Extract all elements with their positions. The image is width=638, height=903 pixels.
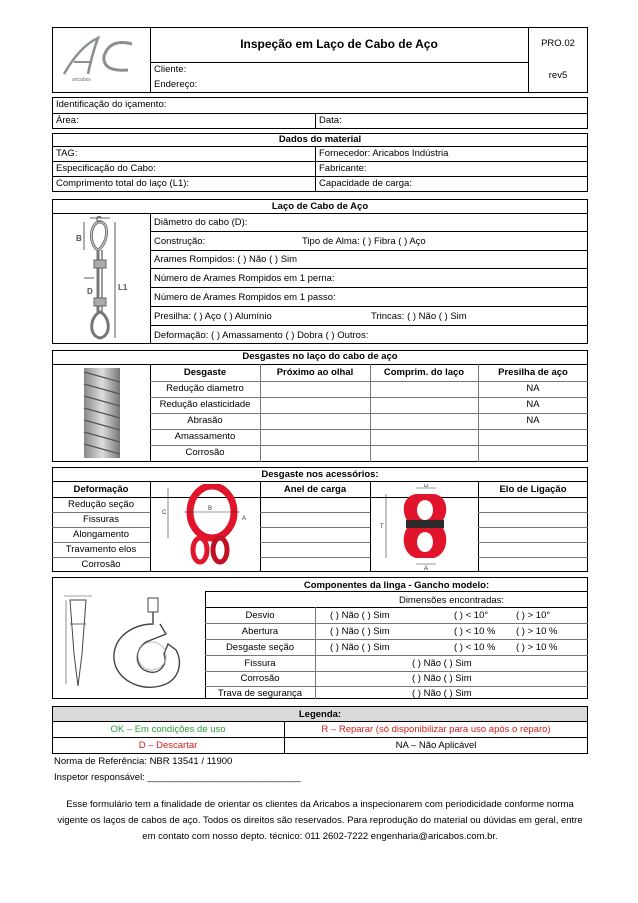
wear-row-name: Abrasão bbox=[187, 415, 223, 426]
acc-col-link: Elo de Ligação bbox=[499, 484, 567, 495]
wear-row-clamp: NA bbox=[526, 383, 540, 394]
inspector-field[interactable]: Inspetor responsável: _____________________________ bbox=[54, 772, 301, 783]
reference-norm: Norma de Referência: NBR 13541 / 11900 bbox=[54, 756, 233, 767]
list-item: Corrosão bbox=[81, 559, 121, 570]
list-item: Redução seção bbox=[67, 499, 135, 510]
svg-text:aricabos: aricabos bbox=[72, 77, 91, 83]
diagram-label-l1: L1 bbox=[118, 283, 128, 292]
sling-row-label: Abertura bbox=[241, 626, 279, 637]
list-item: Travamento elos bbox=[65, 544, 137, 555]
sling-row-gt[interactable]: ( ) > 10° bbox=[516, 610, 551, 621]
cable-strands-image bbox=[80, 368, 124, 458]
svg-text:B: B bbox=[208, 506, 213, 512]
sling-row-lt[interactable]: ( ) < 10 % bbox=[454, 642, 496, 653]
sling-row-option[interactable]: ( ) Não ( ) Sim bbox=[412, 673, 472, 684]
company-logo bbox=[58, 32, 146, 84]
loop-row-cracks[interactable]: Trincas: ( ) Não ( ) Sim bbox=[371, 311, 467, 322]
hook-diagram bbox=[56, 594, 202, 696]
list-item: Fissuras bbox=[83, 514, 119, 525]
loop-row-broken-lay[interactable]: Número de Arames Rompidos em 1 passo: bbox=[154, 292, 336, 303]
diagram-label-d: D bbox=[87, 287, 93, 296]
area-field[interactable]: Área: bbox=[56, 115, 79, 126]
accessories-title: Desgaste nos acessórios: bbox=[261, 469, 379, 480]
footer-line-1: Esse formulário tem a finalidade de orientar os clientes da Aricabos a inspecionarem com periodicidade conforme norma bbox=[66, 799, 574, 810]
sling-row-lt[interactable]: ( ) < 10 % bbox=[454, 626, 496, 637]
sling-row-option[interactable]: ( ) Não ( ) Sim bbox=[330, 610, 390, 621]
wear-col-wear: Desgaste bbox=[183, 367, 227, 378]
svg-text:D: D bbox=[424, 484, 429, 489]
loop-row-broken-strand[interactable]: Número de Arames Rompidos em 1 perna: bbox=[154, 273, 335, 284]
sling-row-option[interactable]: ( ) Não ( ) Sim bbox=[412, 688, 472, 699]
sling-row-label: Desgaste seção bbox=[225, 642, 295, 653]
sling-row-label: Fissura bbox=[244, 658, 276, 669]
acc-col-ring: Anel de carga bbox=[283, 484, 347, 495]
svg-text:T: T bbox=[380, 524, 384, 530]
sling-row-gt[interactable]: ( ) > 10 % bbox=[516, 626, 558, 637]
loop-row-diameter[interactable]: Diâmetro do cabo (D): bbox=[154, 217, 248, 228]
connecting-link-image bbox=[376, 484, 474, 570]
footer-line-3: em contato com nosso depto. técnico: 011 2602-7222 engenharia@aricabos.com.br. bbox=[142, 831, 498, 842]
address-label: Endereço: bbox=[154, 79, 198, 90]
sling-row-lt[interactable]: ( ) < 10° bbox=[454, 610, 489, 621]
loop-row-deformation[interactable]: Deformação: ( ) Amassamento ( ) Dobra ( ) Outros: bbox=[154, 330, 369, 341]
wear-col-length: Comprim. do laço bbox=[383, 367, 465, 378]
loop-row-construction[interactable]: Construção: bbox=[154, 236, 206, 247]
sling-row-gt[interactable]: ( ) > 10 % bbox=[516, 642, 558, 653]
legend-repair: R – Reparar (só disponibilizar para uso após o reparo) bbox=[321, 724, 551, 735]
list-item: Alongamento bbox=[73, 529, 129, 540]
sling-row-option[interactable]: ( ) Não ( ) Sim bbox=[330, 626, 390, 637]
wear-row-clamp: NA bbox=[526, 415, 540, 426]
cable-loop-diagram bbox=[60, 216, 146, 342]
manufacturer-field[interactable]: Fabricante: bbox=[319, 163, 367, 174]
sling-row-option[interactable]: ( ) Não ( ) Sim bbox=[330, 642, 390, 653]
wear-col-clamp: Presilha de aço bbox=[498, 367, 568, 378]
loop-row-broken-wires[interactable]: Arames Rompidos: ( ) Não ( ) Sim bbox=[154, 254, 298, 265]
wear-row-name: Corrosão bbox=[185, 447, 225, 458]
loop-row-clamp[interactable]: Presilha: ( ) Aço ( ) Alumínio bbox=[154, 311, 272, 322]
legend-ok: OK – Em condições de uso bbox=[110, 724, 226, 735]
wear-row-name: Redução diametro bbox=[166, 383, 244, 394]
lifting-id-field[interactable]: Identificação do içamento: bbox=[56, 99, 167, 110]
revision: rev5 bbox=[548, 70, 568, 81]
sling-row-label: Corrosão bbox=[240, 673, 280, 684]
sling-title: Componentes da linga - Gancho modelo: bbox=[303, 580, 490, 591]
svg-text:A: A bbox=[424, 566, 429, 570]
client-label: Cliente: bbox=[154, 64, 187, 75]
wear-row-name: Amassamento bbox=[174, 431, 236, 442]
wear-row-clamp: NA bbox=[526, 399, 540, 410]
svg-text:C: C bbox=[162, 510, 167, 516]
svg-text:A: A bbox=[242, 516, 247, 522]
cable-spec-field[interactable]: Especificação do Cabo: bbox=[56, 163, 156, 174]
material-title: Dados do material bbox=[278, 134, 362, 145]
sling-row-label: Trava de segurança bbox=[217, 688, 303, 699]
loop-title: Laço de Cabo de Aço bbox=[271, 201, 369, 212]
acc-col-deformation: Deformação bbox=[73, 484, 129, 495]
page-title: Inspeção em Laço de Cabo de Aço bbox=[240, 37, 438, 51]
legend-title: Legenda: bbox=[298, 709, 342, 720]
sling-row-label: Desvio bbox=[245, 610, 275, 621]
total-length-field[interactable]: Comprimento total do laço (L1): bbox=[56, 178, 190, 189]
master-link-image bbox=[158, 484, 254, 570]
sling-dims-label: Dimensões encontradas: bbox=[398, 595, 505, 606]
legend-discard: D – Descartar bbox=[138, 740, 198, 751]
supplier-field: Fornecedor: Aricabos Indústria bbox=[319, 148, 449, 159]
date-field[interactable]: Data: bbox=[319, 115, 342, 126]
load-capacity-field[interactable]: Capacidade de carga: bbox=[319, 178, 412, 189]
sling-row-option[interactable]: ( ) Não ( ) Sim bbox=[412, 658, 472, 669]
loop-row-core-type[interactable]: Tipo de Alma: ( ) Fibra ( ) Aço bbox=[302, 236, 426, 247]
legend-na: NA – Não Aplicável bbox=[395, 740, 477, 751]
diagram-label-b: B bbox=[76, 234, 82, 243]
form-code: PRO.02 bbox=[541, 38, 575, 49]
diagram-label-c: C bbox=[96, 215, 102, 224]
wear-row-name: Redução elasticidade bbox=[159, 399, 251, 410]
wear-loop-title: Desgastes no laço do cabo de aço bbox=[242, 351, 398, 362]
footer-line-2: vigente os laços de cabos de aço. Todos os direitos são reservados. Para reprodução do material ou dúvidas em geral, entre bbox=[57, 815, 583, 826]
wear-col-near-eye: Próximo ao olhal bbox=[276, 367, 354, 378]
tag-field[interactable]: TAG: bbox=[56, 148, 78, 159]
